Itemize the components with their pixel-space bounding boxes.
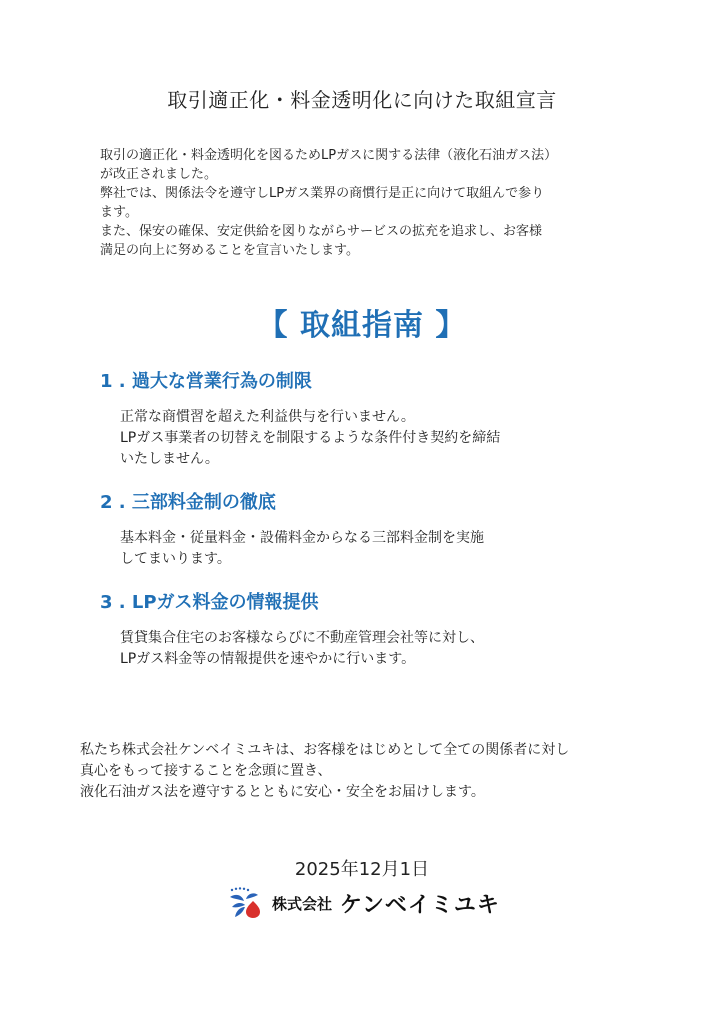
intro-line: また、保安の確保、安定供給を図りながらサービスの拡充を追求し、お客様 xyxy=(100,224,543,239)
section-line: 基本料金・従量料金・設備料金からなる三部料金制を実施 xyxy=(120,530,484,546)
closing-line: 液化石油ガス法を遵守するとともに安心・安全をお届けします。 xyxy=(80,784,485,800)
intro-line: 満足の向上に努めることを宣言いたします。 xyxy=(100,243,359,258)
guideline-title: 【 取組指南 】 xyxy=(257,308,467,343)
section-line: LPガス料金等の情報提供を速やかに行います。 xyxy=(120,651,416,667)
intro-line: 弊社では、関係法令を遵守しLPガス業界の商慣行是正に向けて取組んで参り xyxy=(100,186,545,201)
section-line: LPガス事業者の切替えを制限するような条件付き契約を締結 xyxy=(120,430,501,446)
section-line: 正常な商慣習を超えた利益供与を行いません。 xyxy=(120,409,415,425)
section-body xyxy=(120,407,620,470)
section-three-part-pricing xyxy=(100,488,620,570)
section-heading: 2 . 三部料金制の徹底 xyxy=(100,492,276,513)
closing-line: 私たち株式会社ケンベイミユキは、お客様をはじめとして全ての関係者に対し xyxy=(80,742,570,758)
declaration-date: 2025年12月1日 xyxy=(294,859,430,880)
section-body xyxy=(120,628,620,670)
section-price-information xyxy=(100,588,620,670)
section-excessive-sales xyxy=(100,367,620,470)
intro-line: 取引の適正化・料金透明化を図るためLPガスに関する法律（液化石油ガス法） xyxy=(100,148,558,163)
section-body xyxy=(120,528,620,570)
section-line: してまいります。 xyxy=(120,551,231,567)
company-signature xyxy=(226,886,506,920)
closing-line: 真心をもって接することを念頭に置き、 xyxy=(80,763,332,779)
company-logo-icon xyxy=(226,887,266,919)
section-heading: 1 . 過大な営業行為の制限 xyxy=(100,371,312,392)
company-prefix: 株式会社 xyxy=(272,894,333,913)
intro-line: が改正されました。 xyxy=(100,167,218,182)
section-heading: 3 . LPガス料金の情報提供 xyxy=(100,592,319,613)
closing-statement xyxy=(80,740,680,803)
intro-paragraph xyxy=(100,146,640,260)
section-line: 賃貸集合住宅のお客様ならびに不動産管理会社等に対し、 xyxy=(120,630,484,646)
page-title: 取引適正化・料金透明化に向けた取組宣言 xyxy=(167,88,557,112)
company-name: ケンベイミユキ xyxy=(340,892,500,918)
section-line: いたしません。 xyxy=(120,451,219,467)
intro-line: ます。 xyxy=(100,205,138,220)
